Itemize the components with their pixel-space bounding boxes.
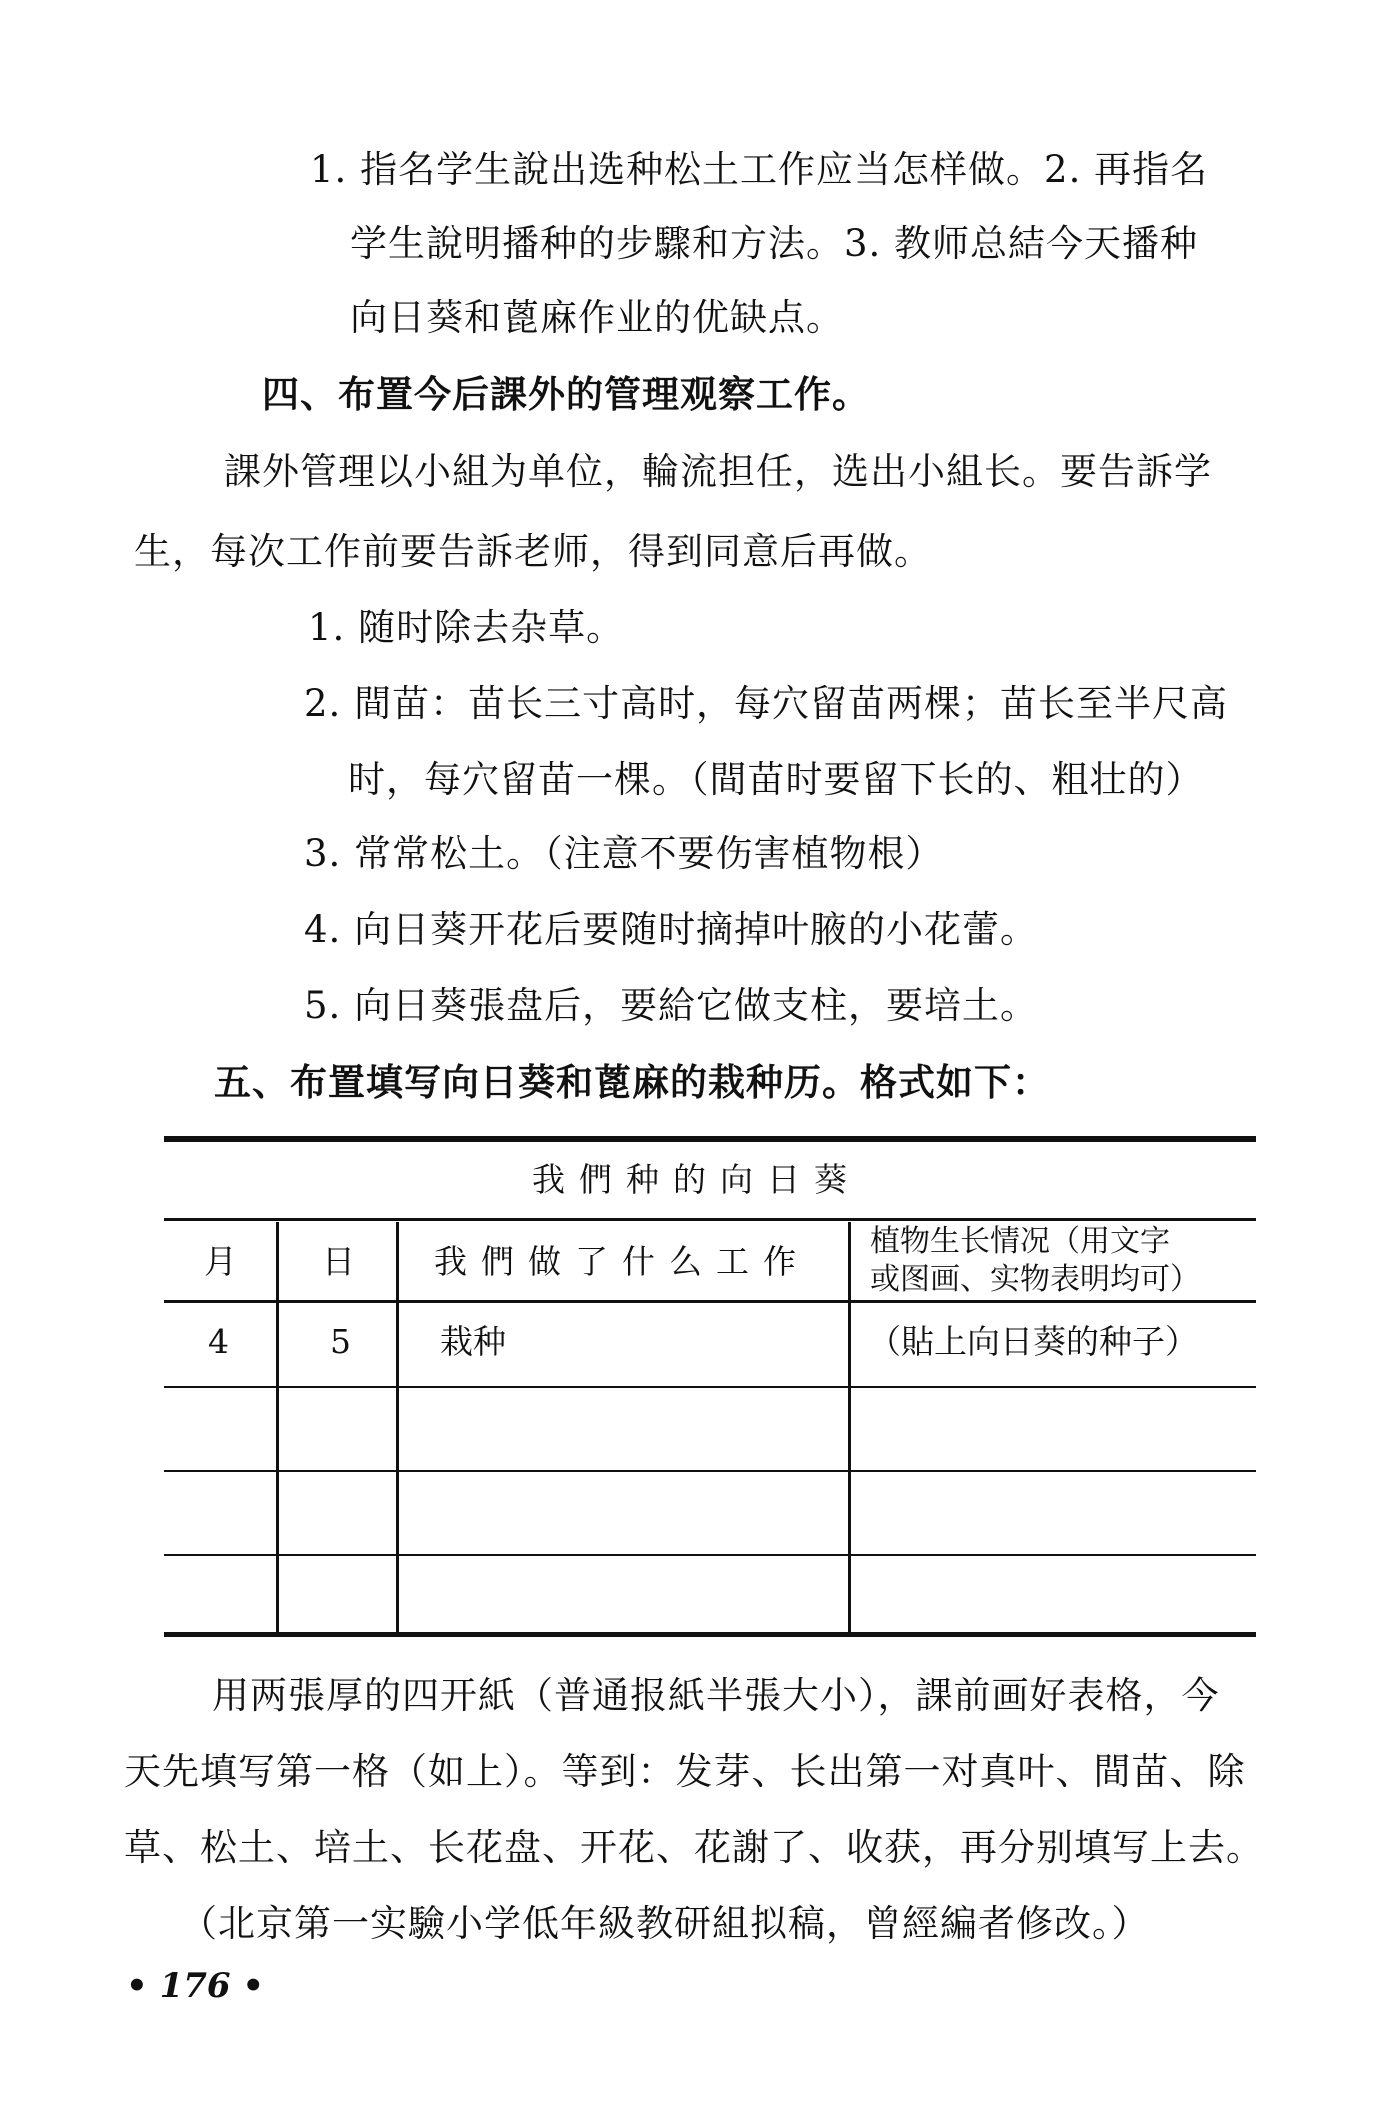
list-item-5: 5. 向日葵張盘后，要給它做支柱，要培土。: [304, 984, 1039, 1027]
row1-growth: （貼上向日葵的种子）: [868, 1322, 1198, 1361]
list-item-1: 1. 随时除去杂草。: [308, 606, 625, 649]
text-line-1: 1. 指名学生說出选种松土工作应当怎样做。2. 再指名: [310, 148, 1209, 191]
table-row2-rule: [164, 1470, 1256, 1472]
text-line-6: 生，每次工作前要告訴老师，得到同意后再做。: [134, 530, 932, 573]
table-col-divider-2: [396, 1222, 399, 1634]
list-item-2: 2. 間苗：苗长三寸高时，每穴留苗两棵；苗长至半尺高: [304, 682, 1229, 725]
text-line-15: 天先填写第一格（如上）。等到：发芽、长出第一对真叶、間苗、除: [124, 1750, 1246, 1793]
header-day: 日: [322, 1242, 355, 1281]
table-top-rule: [164, 1136, 1256, 1142]
text-line-14: 用两張厚的四开紙（普通报紙半張大小），課前画好表格，今: [212, 1674, 1220, 1717]
table-col-divider-1: [276, 1222, 279, 1634]
table-header-rule: [164, 1300, 1256, 1303]
table-title: 我們种的向日葵: [532, 1160, 861, 1199]
text-line-5: 課外管理以小組为单位，輪流担任，选出小組长。要告訴学: [224, 450, 1212, 493]
source-note: （北京第一实驗小学低年級教研組拟稿，曾經編者修改。）: [180, 1902, 1150, 1945]
text-line-16: 草、松土、培土、长花盘、开花、花謝了、收获，再分别填写上去。: [124, 1826, 1264, 1869]
table-title-rule: [164, 1218, 1256, 1221]
text-line-3: 向日葵和蓖麻作业的优缺点。: [350, 296, 844, 339]
list-item-3: 3. 常常松土。（注意不要伤害植物根）: [304, 832, 944, 875]
table-row1-rule: [164, 1386, 1256, 1388]
list-item-4: 4. 向日葵开花后要随时摘掉叶腋的小花蕾。: [304, 908, 1039, 951]
page-number: • 176 •: [126, 1966, 265, 2006]
header-month: 月: [204, 1242, 237, 1281]
row1-day: 5: [330, 1322, 351, 1361]
table-col-divider-3: [848, 1222, 851, 1634]
table-row3-rule: [164, 1554, 1256, 1556]
header-growth-line-1: 植物生长情况（用文字: [870, 1224, 1170, 1259]
header-work: 我們做了什么工作: [434, 1242, 810, 1281]
section-heading-5: 五、布置填写向日葵和蓖麻的栽种历。格式如下：: [214, 1060, 1050, 1104]
list-item-2-cont: 时，每穴留苗一棵。（間苗时要留下长的、粗壮的）: [348, 758, 1204, 801]
text-line-2: 学生說明播种的步驟和方法。3. 教师总結今天播种: [350, 222, 1199, 265]
row1-work: 栽种: [440, 1322, 506, 1361]
header-growth-line-2: 或图画、实物表明均可）: [870, 1262, 1200, 1297]
row1-month: 4: [208, 1322, 229, 1361]
section-heading-4: 四、布置今后課外的管理观察工作。: [262, 372, 870, 416]
table-bottom-rule: [164, 1632, 1256, 1637]
